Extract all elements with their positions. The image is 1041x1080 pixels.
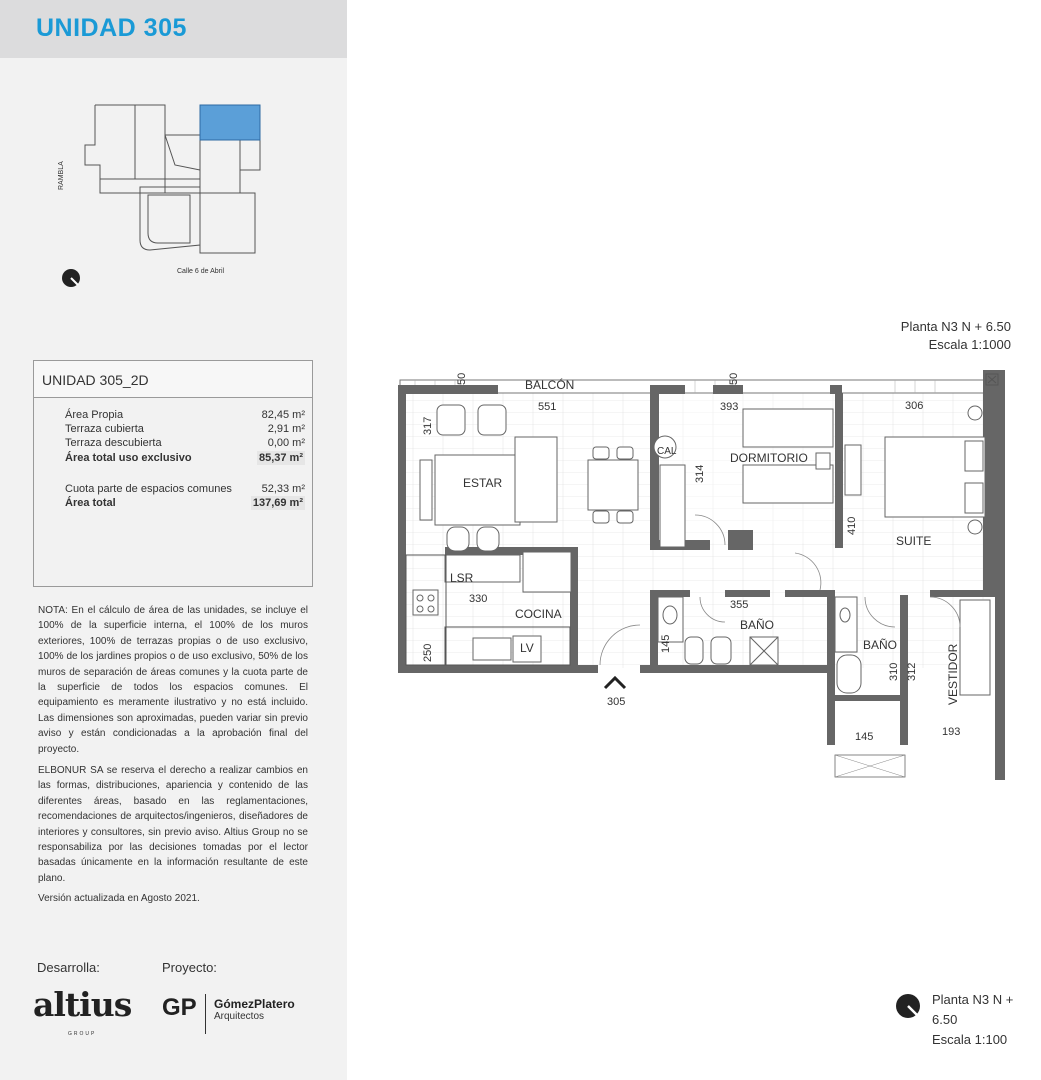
- gp-logo-name: GómezPlatero: [214, 997, 295, 1011]
- area-row-value: 137,69 m²: [252, 497, 303, 509]
- dimension-label: 314: [694, 464, 706, 483]
- plan-level: Planta N3 N + 6.50: [900, 319, 1011, 334]
- key-plan-outline-north: [85, 105, 200, 193]
- gp-logo-sub: Arquitectos: [214, 1011, 265, 1022]
- dimension-label: 193: [942, 726, 961, 738]
- site-key-plan: [40, 95, 320, 295]
- area-row-label: Área total uso exclusivo: [65, 452, 192, 464]
- area-row: [65, 422, 305, 436]
- area-row-label: Terraza descubierta: [65, 437, 162, 449]
- plan-level-bottom: Planta N3 N + 6.50: [932, 992, 1014, 1027]
- version-note: Versión actualizada en Agosto 2021.: [38, 893, 200, 904]
- label-bedroom: DORMITORIO: [730, 451, 808, 465]
- area-row-label: Área Propia: [65, 409, 124, 421]
- north-compass-icon: [895, 993, 923, 1021]
- area-row-label: Área total: [65, 497, 116, 509]
- entrance-arrow-icon: [605, 678, 625, 688]
- label-balcony: BALCÓN: [525, 378, 575, 392]
- label-bathroom-1: BAÑO: [740, 618, 775, 632]
- dimension-label: 145: [855, 731, 874, 743]
- label-heater: CAL: [657, 446, 677, 457]
- dimension-label: 551: [538, 401, 557, 413]
- label-laundry: LSR: [450, 571, 474, 585]
- area-row-label: Terraza cubierta: [65, 423, 144, 435]
- dimension-label: 250: [422, 643, 434, 662]
- area-row: [65, 408, 305, 422]
- altius-logo: altius: [33, 985, 132, 1024]
- area-row-value: 0,00 m²: [267, 437, 305, 449]
- label-kitchen: COCINA: [515, 607, 562, 621]
- label-living: ESTAR: [463, 476, 503, 490]
- unit-number-label: 305: [607, 696, 626, 708]
- plan-scale-bottom: Escala 1:100: [932, 1032, 1008, 1047]
- dimension-label: 393: [720, 401, 739, 413]
- north-compass-icon: [62, 269, 80, 287]
- dimension-label: 145: [660, 634, 672, 653]
- plan-caption: [932, 990, 1041, 1050]
- label-suite: SUITE: [896, 534, 932, 548]
- dimension-label: 355: [730, 599, 749, 611]
- street-label: Calle 6 de Abril: [177, 268, 225, 275]
- dimension-label: 317: [422, 416, 434, 435]
- altius-logo-sub: GROUP: [68, 1031, 97, 1037]
- area-row-value: 2,91 m²: [267, 423, 305, 435]
- area-row-label: Cuota parte de espacios comunes: [65, 483, 232, 495]
- dimension-label: 306: [905, 400, 924, 412]
- project-label: Proyecto:: [162, 960, 217, 975]
- dimension-label: 312: [906, 662, 918, 681]
- area-total-exclusive-row: [65, 451, 305, 465]
- dimension-label: 330: [469, 593, 488, 605]
- page-title: UNIDAD 305: [36, 14, 187, 42]
- unit-type-heading: UNIDAD 305_2D: [34, 361, 312, 398]
- unit-floor-plan: [395, 365, 1010, 785]
- unit-area-table: [33, 360, 313, 587]
- unit-305-highlight: [200, 105, 260, 140]
- dimension-label: 410: [846, 516, 858, 535]
- area-row-value: 52,33 m²: [261, 483, 305, 495]
- label-walk-in-closet: VESTIDOR: [946, 643, 960, 705]
- gp-logo-divider: [205, 994, 206, 1034]
- label-sink: LV: [520, 641, 534, 655]
- area-note: NOTA: En el cálculo de área de las unidades, se incluye el 100% de la superficie interna, el 100% de los muros exteriores, 100% de terrazas propias o de uso exclusivo, 100% de los jardines propios o de uso exclusivo, 50% de los muros de separación de áreas comunes y la cuota parte de la superficie de todos los espacios comunes. El equipamiento es meramente ilustrativo y no está incluido. Las dimensiones son aproximadas, pueden variar sin previo aviso y están condicionadas a la aprobación final del proyecto.: [38, 605, 308, 755]
- area-row: [65, 436, 305, 450]
- area-row-value: 85,37 m²: [258, 452, 303, 464]
- dimension-label: 50: [728, 372, 740, 385]
- disclaimer-note: ELBONUR SA se reserva el derecho a realizar cambios en las formas, distribuciones, apariencia y contenido de las diferentes áreas, basado en las reglamentaciones, recomendaciones de arquitectos/ingenieros, diseñadores de interiores y consultores, sin previo aviso. Altius Group no se responsabiliza por las decisiones tomadas por el lector basadas únicamente en la información resultante de este plano.: [38, 765, 308, 884]
- plan-scale: Escala 1:1000: [928, 337, 1011, 352]
- area-total-row: [65, 496, 305, 510]
- developer-label: Desarrolla:: [37, 960, 100, 975]
- rambla-label: RAMBLA: [58, 161, 65, 190]
- key-plan-building-south: [140, 187, 200, 250]
- gp-logo-mark: GP: [162, 994, 197, 1021]
- area-row: [65, 482, 305, 496]
- dimension-label: 50: [456, 372, 468, 385]
- label-bathroom-2: BAÑO: [863, 638, 898, 652]
- area-row-value: 82,45 m²: [261, 409, 305, 421]
- dimension-label: 310: [888, 662, 900, 681]
